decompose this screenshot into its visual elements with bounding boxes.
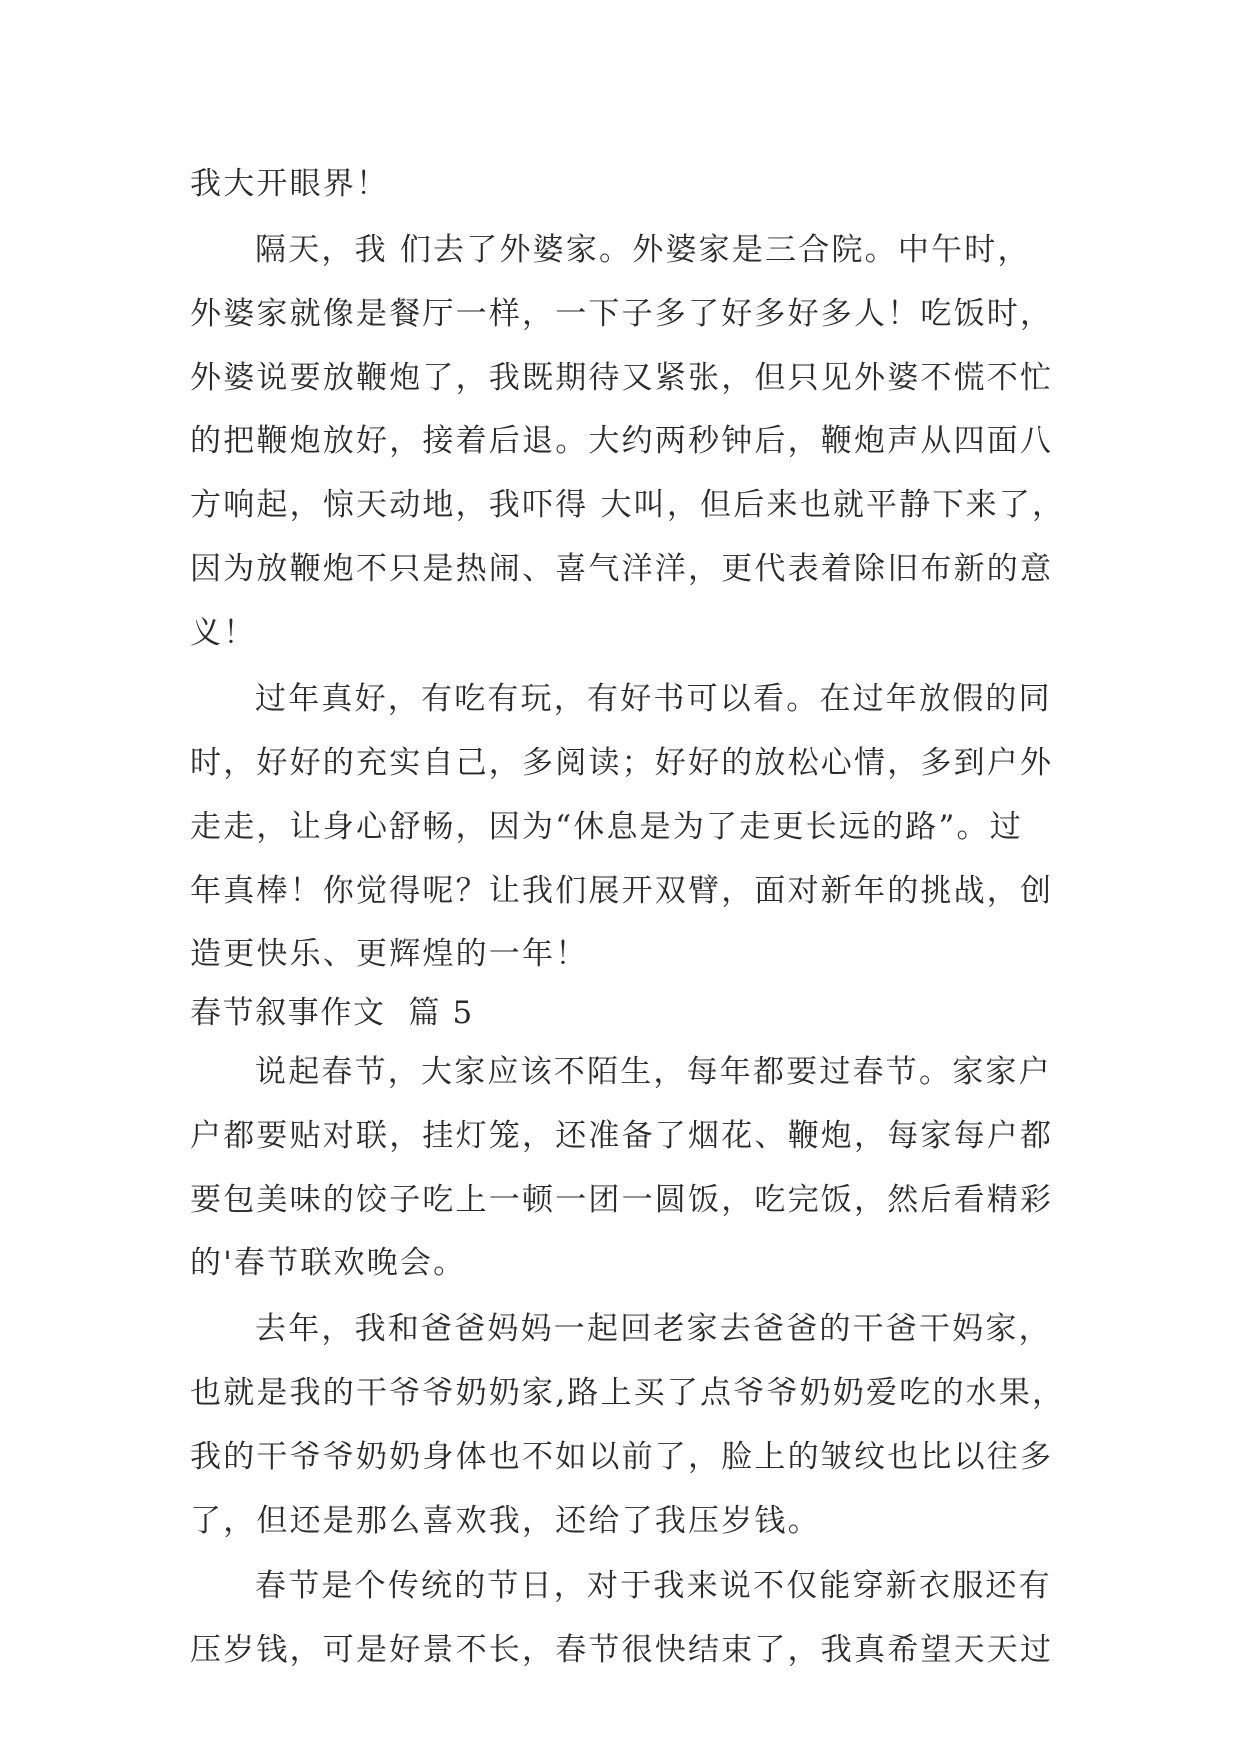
- text-line: 也就是我的干爷爷奶奶家,路上买了点爷爷奶奶爱吃的水果，: [190, 1375, 1066, 1411]
- section-heading: 春节叙事作文 篇 5: [190, 995, 474, 1031]
- paragraph-first-line: 隔天，我 们去了外婆家。外婆家是三合院。中午时，: [255, 232, 1031, 268]
- text-line: 造更快乐、更辉煌的一年！: [190, 936, 589, 972]
- paragraph-first-line: 去年，我和爸爸妈妈一起回老家去爸爸的干爸干妈家，: [255, 1311, 1052, 1347]
- text-line: 要包美味的饺子吃上一顿一团一圆饭，吃完饭，然后看精彩: [190, 1182, 1054, 1218]
- paragraph-first-line: 过年真好，有吃有玩，有好书可以看。在过年放假的同: [255, 681, 1052, 717]
- text-line: 方响起，惊天动地，我吓得 大叫，但后来也就平静下来了，: [190, 487, 1066, 523]
- text-line: 压岁钱，可是好景不长，春节很快结束了，我真希望天天过: [190, 1632, 1054, 1668]
- text-line: 的'春节联欢晚会。: [190, 1245, 467, 1281]
- text-line: 我大开眼界！: [190, 166, 390, 202]
- text-line: 了，但还是那么喜欢我，还给了我压岁钱。: [190, 1503, 821, 1539]
- text-line: 时，好好的充实自己，多阅读；好好的放松心情，多到户外: [190, 745, 1054, 781]
- text-line: 义！: [190, 615, 257, 651]
- text-line: 我的干爷爷奶奶身体也不如以前了，脸上的皱纹也比以往多: [190, 1439, 1054, 1475]
- text-line: 外婆说要放鞭炮了，我既期待又紧张，但只见外婆不慌不忙: [190, 360, 1054, 396]
- paragraph-first-line: 说起春节，大家应该不陌生，每年都要过春节。家家户: [255, 1054, 1052, 1090]
- text-line: 年真棒！你觉得呢？让我们展开双臂，面对新年的挑战，创: [190, 873, 1054, 909]
- paragraph-first-line: 春节是个传统的节日，对于我来说不仅能穿新衣服还有: [255, 1568, 1052, 1604]
- text-line: 户都要贴对联，挂灯笼，还准备了烟花、鞭炮，每家每户都: [190, 1118, 1054, 1154]
- text-line: 的把鞭炮放好，接着后退。大约两秒钟后，鞭炮声从四面八: [190, 423, 1054, 459]
- text-line: 走走，让身心舒畅，因为“休息是为了走更长远的路”。过: [190, 809, 1023, 845]
- text-line: 外婆家就像是餐厅一样，一下子多了好多好多人！吃饭时，: [190, 296, 1054, 332]
- text-line: 因为放鞭炮不只是热闹、喜气洋洋，更代表着除旧布新的意: [190, 551, 1054, 587]
